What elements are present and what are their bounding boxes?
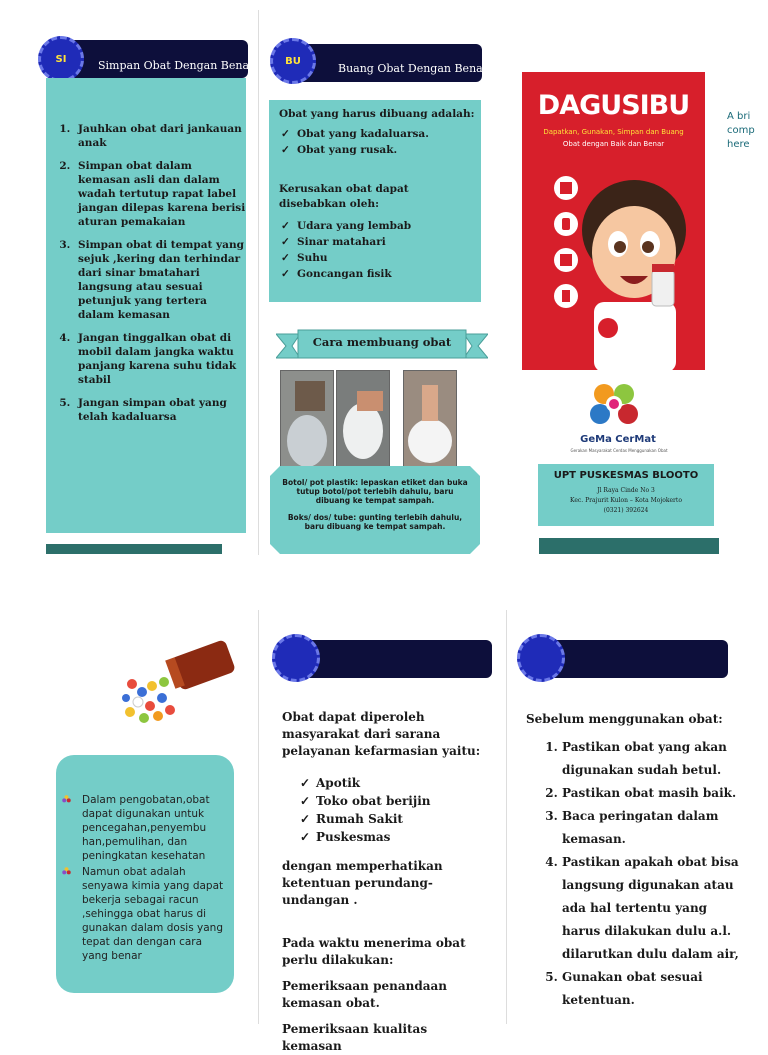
simpan-title: Simpan Obat Dengan Benar bbox=[98, 59, 255, 72]
simpan-list bbox=[46, 122, 246, 424]
dapat-intro: Obat dapat diperoleh masyarakat dari sarana pelayanan kefarmasian yaitu: bbox=[282, 710, 481, 758]
photo-tube bbox=[403, 370, 457, 472]
gunakan-intro: Sebelum menggunakan obat: bbox=[526, 712, 723, 726]
simpan-footer-bar bbox=[46, 544, 222, 554]
list-item: 1. Jauhkan obat dari jankauan anak bbox=[74, 122, 246, 150]
list-item: 4. Jangan tinggalkan obat di mobil dalam jangka waktu panjang karena suhu tidak stabil bbox=[74, 331, 246, 387]
fold-line bbox=[506, 610, 507, 1024]
list-item: ✓ Apotik bbox=[316, 774, 487, 792]
list-item: ✓ Obat yang kadaluarsa. bbox=[297, 126, 481, 142]
cover-illustration bbox=[522, 152, 705, 370]
list-item: 4. Pastikan apakah obat bisa langsung digunakan atau ada hal tertentu yang harus dilakukan dulu a.l. dilarutkan dulu dalam air, bbox=[562, 851, 748, 966]
cover-subtitle: Dapatkan, Gunakan, Simpan dan Buang bbox=[543, 128, 684, 136]
flower-bullet-icon bbox=[62, 795, 71, 804]
list-item: ✓ Rumah Sakit bbox=[316, 810, 487, 828]
terima-2: Pemeriksaan kualitas kemasan bbox=[282, 1022, 428, 1053]
photo-bottle bbox=[280, 370, 334, 472]
list-item: ✓ Udara yang lembab bbox=[297, 218, 481, 234]
intro-box bbox=[56, 755, 234, 993]
list-item: ✓ Suhu bbox=[297, 250, 481, 266]
cara-title: Cara membuang obat bbox=[312, 335, 452, 349]
kerusakan-title: Kerusakan obat dapat disebabkan oleh: bbox=[279, 183, 409, 210]
terima-title: Pada waktu menerima obat perlu dilakukan: bbox=[282, 936, 466, 967]
gema-logo-text: GeMa CerMat bbox=[580, 434, 656, 445]
cara-text2: Boks/ dos/ tube: gunting terlebih dahulu, baru dibuang ke tempat sampah. bbox=[287, 513, 463, 531]
buang-intro: Obat yang harus dibuang adalah: bbox=[279, 108, 475, 120]
kerusakan-list bbox=[269, 218, 481, 282]
list-item: Dalam pengobatan,obat dapat digunakan untuk pencegahan,penyembu han,pemulihan, dan peningkatan kesehatan bbox=[56, 793, 228, 863]
org-address1: Jl Raya Cinde No 3 bbox=[597, 487, 655, 494]
buang-title: Buang Obat Dengan Benar bbox=[338, 62, 488, 75]
cara-text1: Botol/ pot plastik: lepaskan etiket dan buka tutup botol/pot terlebih dahulu, baru dibuang ke tempat sampah. bbox=[282, 478, 468, 505]
dapat-note: dengan memperhatikan ketentuan perundang-undangan . bbox=[282, 859, 443, 907]
list-item: ✓ Toko obat berijin bbox=[316, 792, 487, 810]
flower-bullet-icon bbox=[62, 867, 71, 876]
cover-subtitle2: Obat dengan Baik dan Benar bbox=[562, 140, 665, 148]
cover-poster bbox=[522, 72, 705, 370]
dapat-list bbox=[282, 774, 487, 846]
terima-1: Pemeriksaan penandaan kemasan obat. bbox=[282, 979, 447, 1010]
list-item: 3. Baca peringatan dalam kemasan. bbox=[562, 805, 748, 851]
org-box bbox=[538, 464, 714, 526]
pills-image bbox=[118, 640, 238, 730]
org-address2: Kec. Prajurit Kulon – Kota Mojokerto bbox=[570, 497, 682, 504]
buang-body bbox=[269, 100, 481, 302]
dapat-content bbox=[282, 709, 487, 1055]
gema-cermat-logo-icon bbox=[586, 382, 642, 432]
dapat-header-bar bbox=[296, 640, 492, 678]
org-title: UPT PUSKESMAS BLOOTO bbox=[553, 470, 699, 481]
cara-text-box-content bbox=[282, 478, 468, 531]
gunakan-list bbox=[526, 736, 748, 1012]
gunakan-badge bbox=[517, 634, 565, 682]
list-item: ✓ Obat yang rusak. bbox=[297, 142, 481, 158]
list-item: ✓ Sinar matahari bbox=[297, 234, 481, 250]
cover-footer-bar bbox=[539, 538, 719, 554]
simpan-body bbox=[46, 78, 246, 533]
gunakan-content bbox=[526, 711, 748, 1012]
list-item: 2. Pastikan obat masih baik. bbox=[562, 782, 748, 805]
cover-title: DAGUSIBU bbox=[537, 90, 690, 121]
cover-side-text: A bri comp here bbox=[727, 111, 755, 150]
buang-badge: BU bbox=[270, 38, 316, 84]
simpan-badge: SI bbox=[38, 36, 84, 82]
list-item: ✓ Goncangan fisik bbox=[297, 266, 481, 282]
list-item: 5. Jangan simpan obat yang telah kadaluarsa bbox=[74, 396, 246, 424]
fold-line bbox=[258, 10, 259, 555]
dapat-badge bbox=[272, 634, 320, 682]
list-item: Namun obat adalah senyawa kimia yang dapat bekerja sebagai racun ,sehingga obat harus di gunakan dalam dosis yang tepat dan dengan cara yang benar bbox=[56, 865, 228, 963]
gunakan-header-bar bbox=[540, 640, 728, 678]
list-item: ✓ Puskesmas bbox=[316, 828, 487, 846]
fold-line bbox=[258, 610, 259, 1024]
buang-list bbox=[269, 126, 481, 158]
photo-pot bbox=[336, 370, 390, 472]
org-phone: (0321) 392624 bbox=[603, 507, 649, 514]
list-item: 2. Simpan obat dalam kemasan asli dan dalam wadah tertutup rapat label jangan dilepas karena berisi aturan pemakaian bbox=[74, 159, 246, 229]
gema-logo-sub: Gerakan Masyarakat Cerdas Menggunakan Obat bbox=[570, 448, 668, 453]
intro-list bbox=[56, 793, 234, 963]
list-item: 3. Simpan obat di tempat yang sejuk ,kering dan terhindar dari sinar bmatahari langsung atau sesuai petunjuk yang tertera dalam kemasan bbox=[74, 238, 246, 322]
list-item: 1. Pastikan obat yang akan digunakan sudah betul. bbox=[562, 736, 748, 782]
list-item: 5. Gunakan obat sesuai ketentuan. bbox=[562, 966, 748, 1012]
